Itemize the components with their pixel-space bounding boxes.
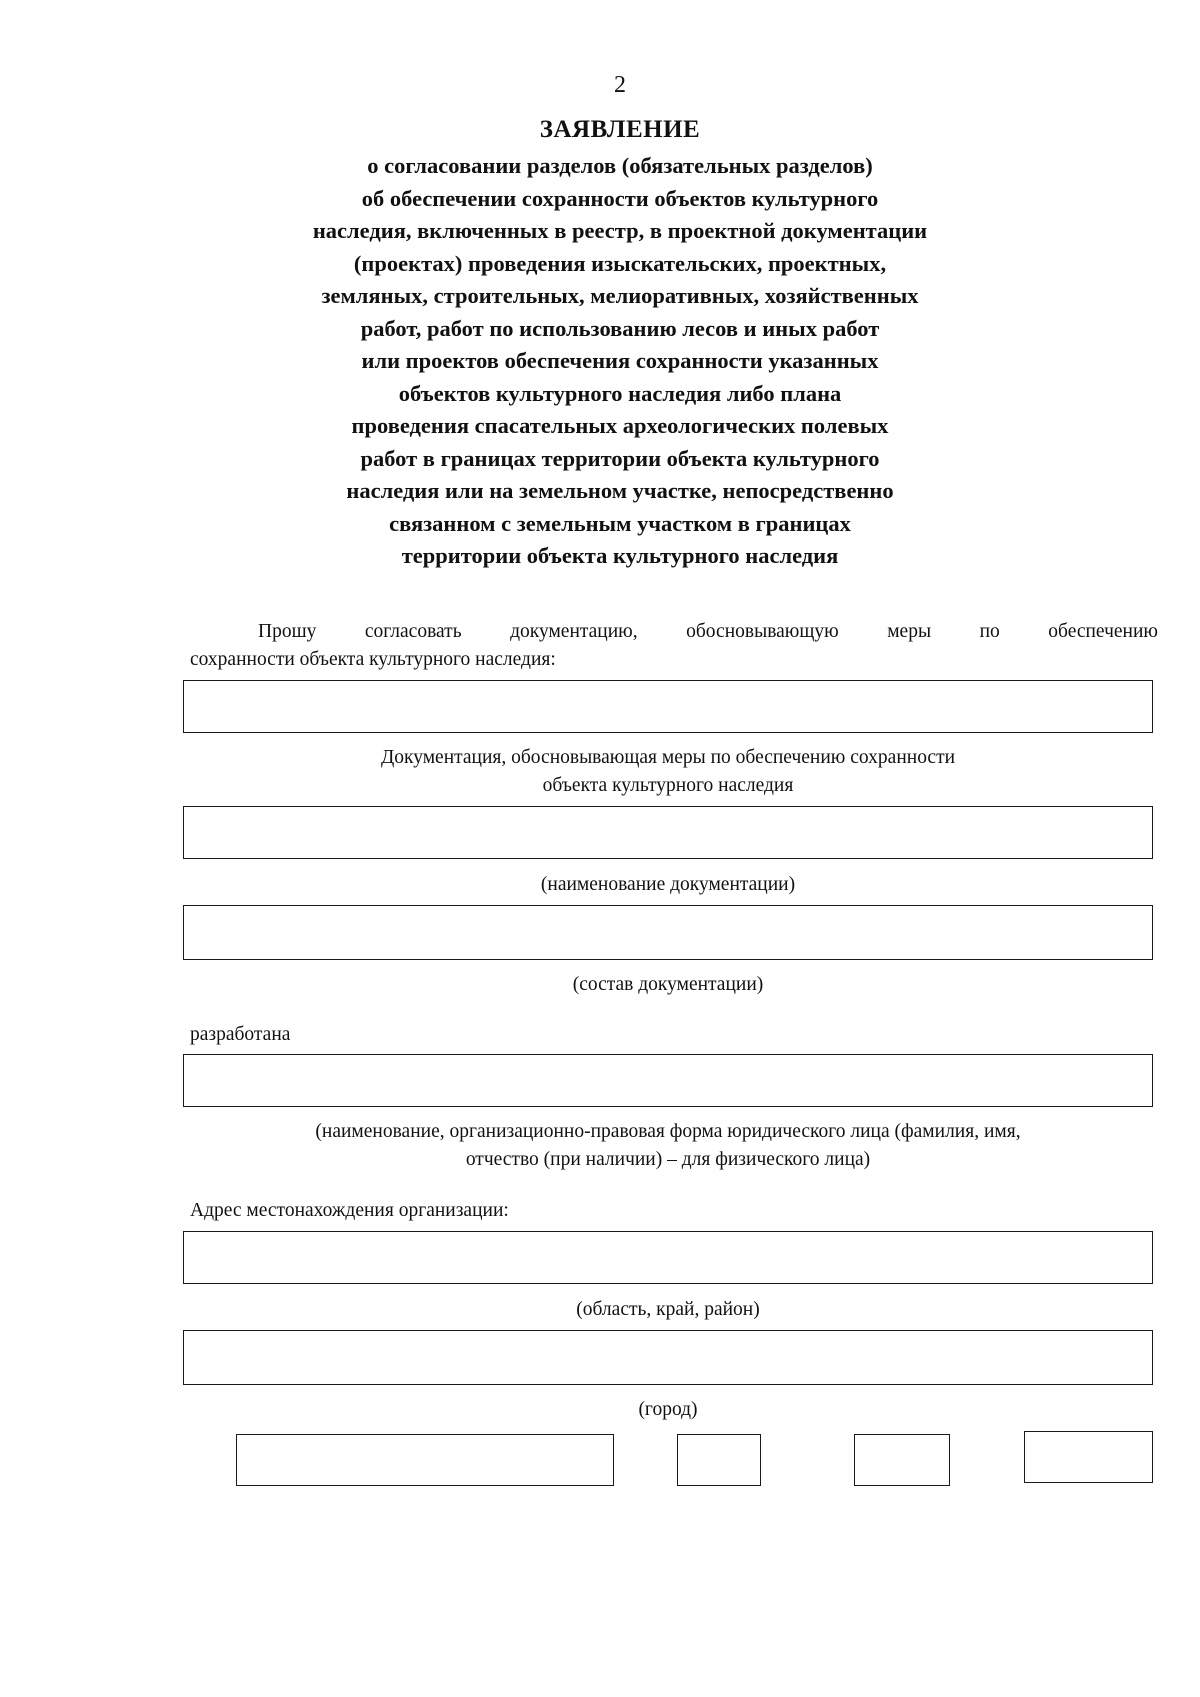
- documentation-name-caption: (наименование документации): [540, 874, 796, 895]
- subtitle-line: работ, работ по использованию лесов и иных работ: [360, 315, 880, 341]
- documentation-composition-caption: (состав документации): [572, 974, 764, 995]
- page-number: 2: [614, 72, 626, 98]
- document-title: ЗАЯВЛЕНИЕ: [539, 116, 701, 143]
- city-caption: (город): [638, 1399, 698, 1420]
- documentation-caption-line-1: Документация, обосновывающая меры по обеспечению сохранности: [380, 747, 956, 768]
- developed-by-label: разработана: [190, 1024, 291, 1045]
- building-field[interactable]: [854, 1434, 950, 1486]
- subtitle-line: о согласовании разделов (обязательных разделов): [367, 153, 873, 178]
- subtitle-line: земляных, строительных, мелиоративных, хозяйственных: [321, 283, 919, 308]
- heritage-object-field[interactable]: [183, 680, 1153, 733]
- document-subtitle: [230, 150, 1010, 573]
- developer-caption-line-1: (наименование, организационно-правовая форма юридического лица (фамилия, имя,: [315, 1121, 1021, 1142]
- subtitle-line: наследия или на земельном участке, непосредственно: [346, 478, 894, 503]
- intro-paragraph: [190, 618, 1158, 674]
- developer-caption-line-2: отчество (при наличии) – для физического лица): [465, 1149, 871, 1170]
- subtitle-line: проведения спасательных археологических полевых: [351, 413, 889, 438]
- region-caption: (область, край, район): [576, 1299, 760, 1320]
- intro-line-2: сохранности объекта культурного наследия:: [190, 649, 556, 670]
- subtitle-line: объектов культурного наследия либо плана: [398, 380, 842, 406]
- subtitle-line: наследия, включенных в реестр, в проектной документации: [312, 218, 928, 243]
- subtitle-line: территории объекта культурного наследия: [401, 543, 839, 568]
- subtitle-line: работ в границах территории объекта культурного: [360, 445, 880, 471]
- developer-caption: [183, 1118, 1153, 1174]
- street-field[interactable]: [236, 1434, 614, 1486]
- documentation-composition-field[interactable]: [183, 905, 1153, 960]
- intro-line-1: Прошу согласовать документацию, обосновывающую меры по обеспечению: [258, 621, 1158, 642]
- documentation-caption: [183, 744, 1153, 800]
- subtitle-line: об обеспечении сохранности объектов культурного: [361, 185, 879, 211]
- address-label: Адрес местонахождения организации:: [190, 1200, 509, 1221]
- city-field[interactable]: [183, 1330, 1153, 1385]
- subtitle-line: (проектах) проведения изыскательских, проектных,: [353, 250, 887, 276]
- region-field[interactable]: [183, 1231, 1153, 1284]
- documentation-caption-line-2: объекта культурного наследия: [542, 775, 794, 796]
- office-field[interactable]: [1024, 1431, 1153, 1483]
- subtitle-line: связанном с земельным участком в границах: [389, 510, 851, 536]
- developer-field[interactable]: [183, 1054, 1153, 1107]
- documentation-field[interactable]: [183, 806, 1153, 859]
- subtitle-line: или проектов обеспечения сохранности указанных: [361, 348, 879, 373]
- house-field[interactable]: [677, 1434, 761, 1486]
